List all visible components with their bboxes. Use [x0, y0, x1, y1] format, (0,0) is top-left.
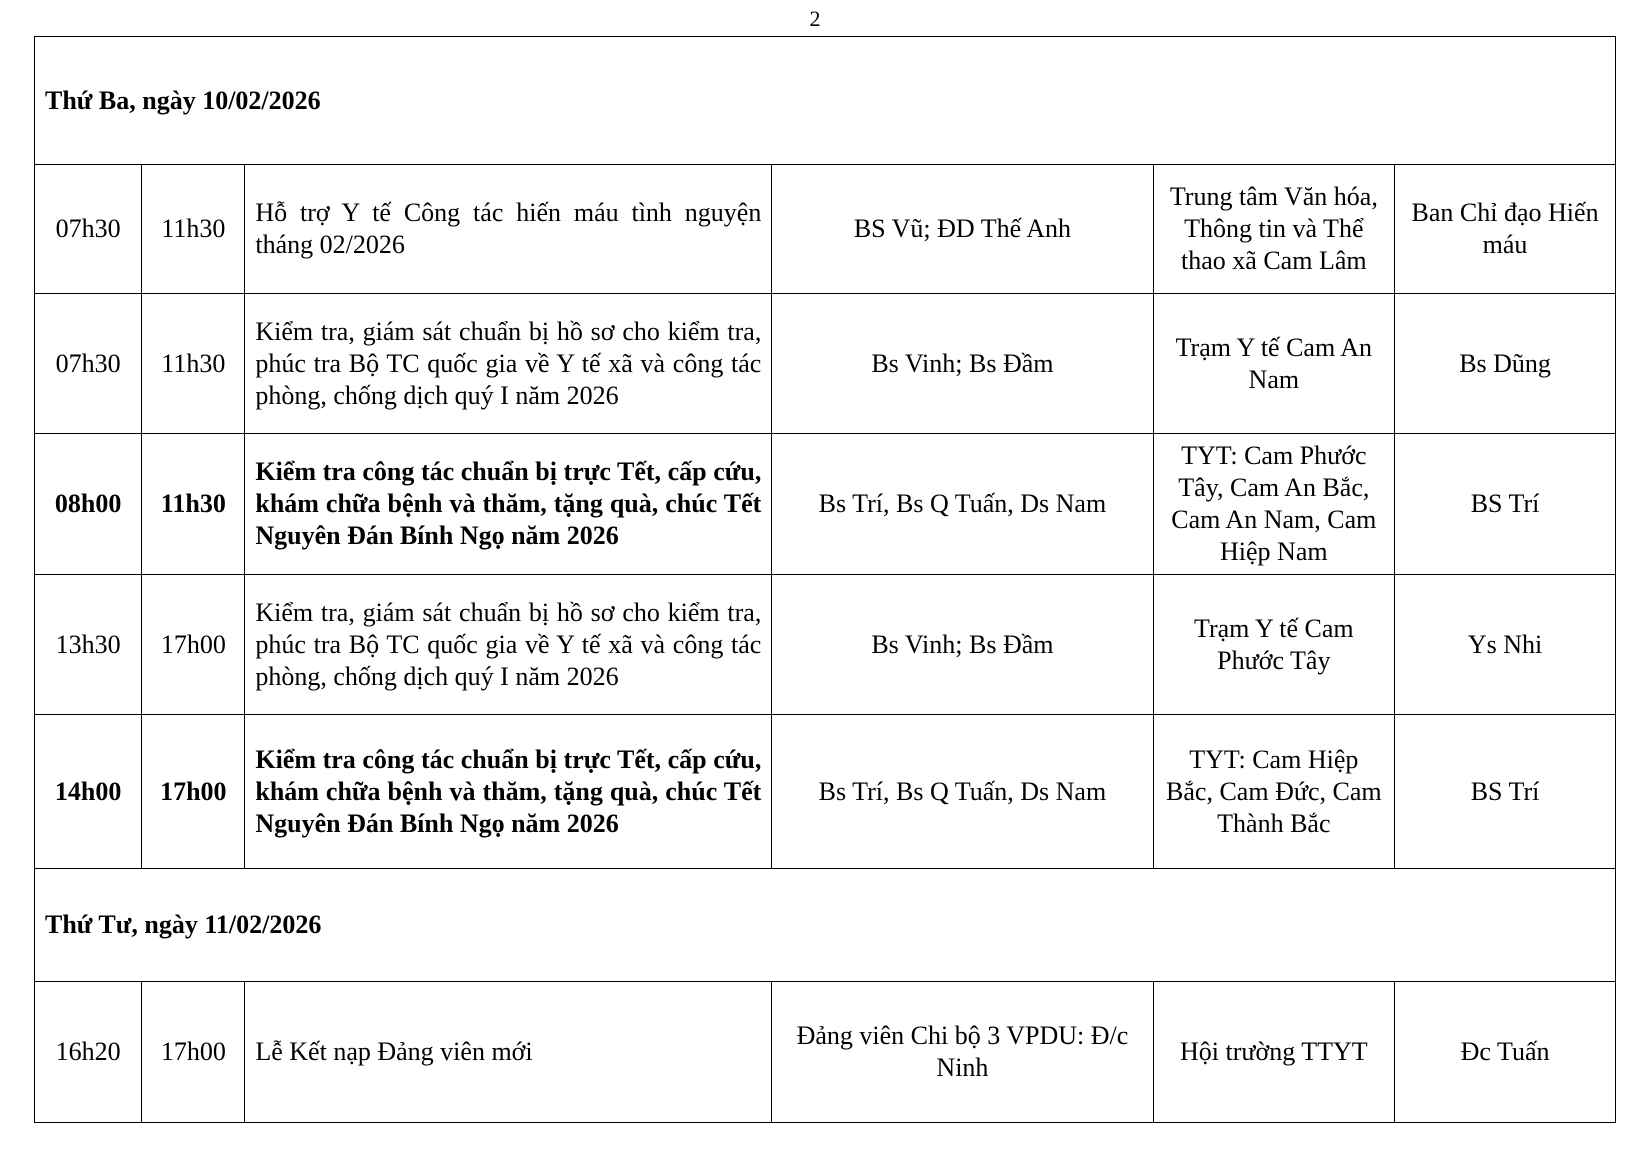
activity-content: Kiểm tra, giám sát chuẩn bị hồ sơ cho kiểm tra, phúc tra Bộ TC quốc gia về Y tế xã và công tác phòng, chống dịch quý I năm 2026: [245, 294, 772, 434]
participants: Đảng viên Chi bộ 3 VPDU: Đ/c Ninh: [772, 982, 1153, 1123]
location: Trạm Y tế Cam An Nam: [1153, 294, 1395, 434]
table-row: [35, 982, 1616, 1123]
day-title: Thứ Tư, ngày 11/02/2026: [35, 869, 1616, 982]
start-time: 07h30: [35, 165, 142, 294]
start-time: 16h20: [35, 982, 142, 1123]
table-row: [35, 294, 1616, 434]
day-header-row: [35, 869, 1616, 982]
participants: BS Vũ; ĐD Thế Anh: [772, 165, 1153, 294]
activity-content: Hỗ trợ Y tế Công tác hiến máu tình nguyện tháng 02/2026: [245, 165, 772, 294]
lead: Đc Tuấn: [1395, 982, 1616, 1123]
end-time: 11h30: [142, 434, 245, 575]
activity-content: Kiểm tra công tác chuẩn bị trực Tết, cấp cứu, khám chữa bệnh và thăm, tặng quà, chúc Tết Nguyên Đán Bính Ngọ năm 2026: [245, 715, 772, 869]
activity-content: Lễ Kết nạp Đảng viên mới: [245, 982, 772, 1123]
location: TYT: Cam Phước Tây, Cam An Bắc, Cam An Nam, Cam Hiệp Nam: [1153, 434, 1395, 575]
lead: Bs Dũng: [1395, 294, 1616, 434]
start-time: 08h00: [35, 434, 142, 575]
table-row: [35, 165, 1616, 294]
location: Trung tâm Văn hóa, Thông tin và Thể thao xã Cam Lâm: [1153, 165, 1395, 294]
day-title: Thứ Ba, ngày 10/02/2026: [35, 37, 1616, 165]
lead: BS Trí: [1395, 434, 1616, 575]
day-header-row: [35, 37, 1616, 165]
end-time: 17h00: [142, 575, 245, 715]
activity-content: Kiểm tra công tác chuẩn bị trực Tết, cấp cứu, khám chữa bệnh và thăm, tặng quà, chúc Tết Nguyên Đán Bính Ngọ năm 2026: [245, 434, 772, 575]
page-number: 2: [809, 6, 821, 31]
location: Trạm Y tế Cam Phước Tây: [1153, 575, 1395, 715]
location: TYT: Cam Hiệp Bắc, Cam Đức, Cam Thành Bắc: [1153, 715, 1395, 869]
activity-content: Kiểm tra, giám sát chuẩn bị hồ sơ cho kiểm tra, phúc tra Bộ TC quốc gia về Y tế xã và công tác phòng, chống dịch quý I năm 2026: [245, 575, 772, 715]
table-row: [35, 434, 1616, 575]
lead: BS Trí: [1395, 715, 1616, 869]
start-time: 07h30: [35, 294, 142, 434]
participants: Bs Trí, Bs Q Tuấn, Ds Nam: [772, 715, 1153, 869]
table-row: [35, 715, 1616, 869]
lead: Ys Nhi: [1395, 575, 1616, 715]
end-time: 17h00: [142, 715, 245, 869]
participants: Bs Vinh; Bs Đầm: [772, 294, 1153, 434]
end-time: 11h30: [142, 165, 245, 294]
start-time: 14h00: [35, 715, 142, 869]
lead: Ban Chỉ đạo Hiến máu: [1395, 165, 1616, 294]
end-time: 17h00: [142, 982, 245, 1123]
start-time: 13h30: [35, 575, 142, 715]
participants: Bs Vinh; Bs Đầm: [772, 575, 1153, 715]
end-time: 11h30: [142, 294, 245, 434]
schedule-table: [34, 36, 1616, 1123]
table-row: [35, 575, 1616, 715]
participants: Bs Trí, Bs Q Tuấn, Ds Nam: [772, 434, 1153, 575]
location: Hội trường TTYT: [1153, 982, 1395, 1123]
